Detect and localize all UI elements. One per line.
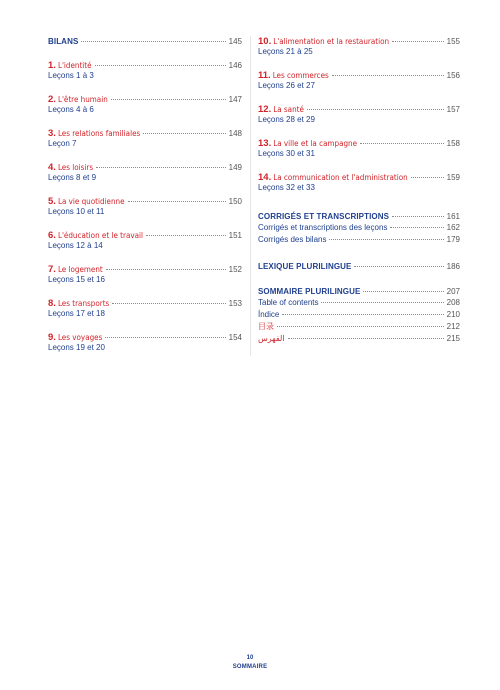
- entry-lessons: Leçon 7: [48, 139, 77, 148]
- dot-leader: [307, 109, 444, 110]
- page-number: 212: [446, 322, 460, 331]
- entry-number: 9.: [48, 332, 56, 343]
- dot-leader: [354, 266, 443, 267]
- toc-entry[interactable]: [258, 172, 460, 193]
- dot-leader: [143, 133, 225, 134]
- entry-title: La ville et la campagne: [273, 139, 358, 148]
- toc-section-bilans: [48, 36, 242, 47]
- toc-section-sommaire: [258, 286, 460, 345]
- entry-title: L'éducation et le travail: [57, 231, 144, 240]
- page-number: 151: [228, 231, 242, 240]
- toc-entry[interactable]: [258, 104, 460, 125]
- entry-title: L'alimentation et la restauration: [273, 37, 390, 46]
- column-divider: [250, 36, 251, 356]
- section-title: BILANS: [48, 37, 79, 46]
- page-number: 161: [446, 212, 460, 221]
- dot-leader: [392, 216, 444, 217]
- page-number: 207: [446, 287, 460, 296]
- page-number: 179: [446, 235, 460, 244]
- page-number: 148: [228, 129, 242, 138]
- dot-leader: [390, 227, 443, 228]
- sub-entry-label: الفهرس: [258, 334, 285, 343]
- dot-leader: [106, 269, 226, 270]
- sub-entry[interactable]: [258, 333, 460, 345]
- toc-right-column: [258, 36, 460, 356]
- entry-lessons: Leçons 10 et 11: [48, 207, 105, 216]
- dot-leader: [105, 337, 225, 338]
- entry-title: Les commerces: [272, 71, 329, 80]
- page-number: 146: [228, 61, 242, 70]
- dot-leader: [146, 235, 226, 236]
- entry-title: Les transports: [57, 299, 110, 308]
- entry-number: 11.: [258, 70, 271, 81]
- footer-page-number: 10: [246, 655, 254, 661]
- entry-number: 8.: [48, 298, 56, 309]
- dot-leader: [329, 239, 443, 240]
- dot-leader: [392, 41, 444, 42]
- entry-lessons: Leçons 17 et 18: [48, 309, 105, 318]
- page-number: 152: [228, 265, 242, 274]
- page-number: 208: [446, 298, 460, 307]
- dot-leader: [277, 326, 444, 327]
- entry-title: Les loisirs: [57, 163, 94, 172]
- page-number: 156: [446, 71, 460, 80]
- entry-number: 14.: [258, 172, 272, 183]
- page-footer: [0, 654, 500, 672]
- page-number: 159: [446, 173, 460, 182]
- toc-entry[interactable]: [48, 230, 242, 251]
- toc-left-column: [48, 36, 242, 366]
- dot-leader: [321, 302, 443, 303]
- entry-title: Les voyages: [57, 333, 103, 342]
- dot-leader: [363, 291, 443, 292]
- toc-entry[interactable]: [48, 94, 242, 115]
- dot-leader: [111, 99, 226, 100]
- dot-leader: [332, 75, 444, 76]
- entry-lessons: Leçons 21 à 25: [258, 47, 313, 56]
- dot-leader: [96, 167, 226, 168]
- section-row[interactable]: [258, 286, 460, 297]
- entry-title: L'être humain: [57, 95, 108, 104]
- toc-entry[interactable]: [48, 128, 242, 149]
- section-row[interactable]: [258, 211, 460, 222]
- sub-entry-label: Corrigés et transcriptions des leçons: [258, 223, 388, 232]
- entry-title: Le logement: [57, 265, 103, 274]
- dot-leader: [112, 303, 225, 304]
- entry-lessons: Leçons 1 à 3: [48, 71, 94, 80]
- sub-entry[interactable]: [258, 297, 460, 309]
- entry-lessons: Leçons 30 et 31: [258, 149, 315, 158]
- toc-section-lexique: [258, 261, 460, 272]
- toc-entry[interactable]: [48, 60, 242, 81]
- dot-leader: [128, 201, 226, 202]
- page-number: 215: [446, 334, 460, 343]
- entry-title: Les relations familiales: [57, 129, 141, 138]
- entry-number: 3.: [48, 128, 56, 139]
- entry-number: 4.: [48, 162, 56, 173]
- entry-number: 2.: [48, 94, 56, 105]
- page-number: 153: [228, 299, 242, 308]
- entry-lessons: Leçons 28 et 29: [258, 115, 315, 124]
- entry-lessons: Leçons 8 et 9: [48, 173, 97, 182]
- toc-entry[interactable]: [48, 196, 242, 217]
- entry-lessons: Leçons 26 et 27: [258, 81, 315, 90]
- dot-leader: [81, 41, 225, 42]
- entry-number: 5.: [48, 196, 56, 207]
- footer-label: SOMMAIRE: [232, 664, 268, 670]
- page-number: 154: [228, 333, 242, 342]
- entry-lessons: Leçons 19 et 20: [48, 343, 105, 352]
- page-number: 162: [446, 223, 460, 232]
- sub-entry-label: 目录: [258, 322, 274, 331]
- entry-number: 12.: [258, 104, 272, 115]
- page-number: 150: [228, 197, 242, 206]
- entry-title: La communication et l'administration: [273, 173, 408, 182]
- toc-entry[interactable]: [258, 138, 460, 159]
- toc-entry[interactable]: [48, 162, 242, 183]
- entry-title: La santé: [273, 105, 304, 114]
- sub-entry-label: Corrigés des bilans: [258, 235, 327, 244]
- page-number: 157: [446, 105, 460, 114]
- page-number: 145: [228, 37, 242, 46]
- entry-lessons: Leçons 32 et 33: [258, 183, 315, 192]
- sub-entry[interactable]: [258, 321, 460, 333]
- page-number: 147: [228, 95, 242, 104]
- toc-section-corriges: [258, 211, 460, 246]
- sub-entry-label: Índice: [258, 310, 280, 319]
- entry-title: L'identité: [57, 61, 92, 70]
- entry-lessons: Leçons 12 à 14: [48, 241, 103, 250]
- page-number: 155: [446, 37, 460, 46]
- entry-title: La vie quotidienne: [57, 197, 125, 206]
- entry-number: 7.: [48, 264, 56, 275]
- entry-number: 10.: [258, 36, 272, 47]
- page-number: 149: [228, 163, 242, 172]
- toc-entry[interactable]: [48, 264, 242, 285]
- sub-entry[interactable]: [258, 234, 460, 246]
- entry-number: 13.: [258, 138, 272, 149]
- toc-entry[interactable]: [258, 70, 460, 91]
- section-title: CORRIGÉS ET TRANSCRIPTIONS: [258, 212, 390, 221]
- entry-number: 6.: [48, 230, 56, 241]
- page-number: 158: [446, 139, 460, 148]
- entry-lessons: Leçons 15 et 16: [48, 275, 105, 284]
- sub-entry[interactable]: [258, 222, 460, 234]
- toc-entry[interactable]: [48, 332, 242, 353]
- dot-leader: [288, 338, 444, 339]
- sub-entry[interactable]: [258, 309, 460, 321]
- section-title: SOMMAIRE PLURILINGUE: [258, 287, 361, 296]
- page-number: 210: [446, 310, 460, 319]
- entry-number: 1.: [48, 60, 56, 71]
- dot-leader: [282, 314, 443, 315]
- sub-entry-label: Table of contents: [258, 298, 319, 307]
- section-title: LEXIQUE PLURILINGUE: [258, 262, 352, 271]
- entry-lessons: Leçons 4 à 6: [48, 105, 94, 114]
- toc-entry[interactable]: [258, 36, 460, 57]
- section-row[interactable]: [258, 261, 460, 272]
- dot-leader: [411, 177, 444, 178]
- dot-leader: [95, 65, 226, 66]
- toc-entry[interactable]: [48, 298, 242, 319]
- page-number: 186: [446, 262, 460, 271]
- dot-leader: [360, 143, 444, 144]
